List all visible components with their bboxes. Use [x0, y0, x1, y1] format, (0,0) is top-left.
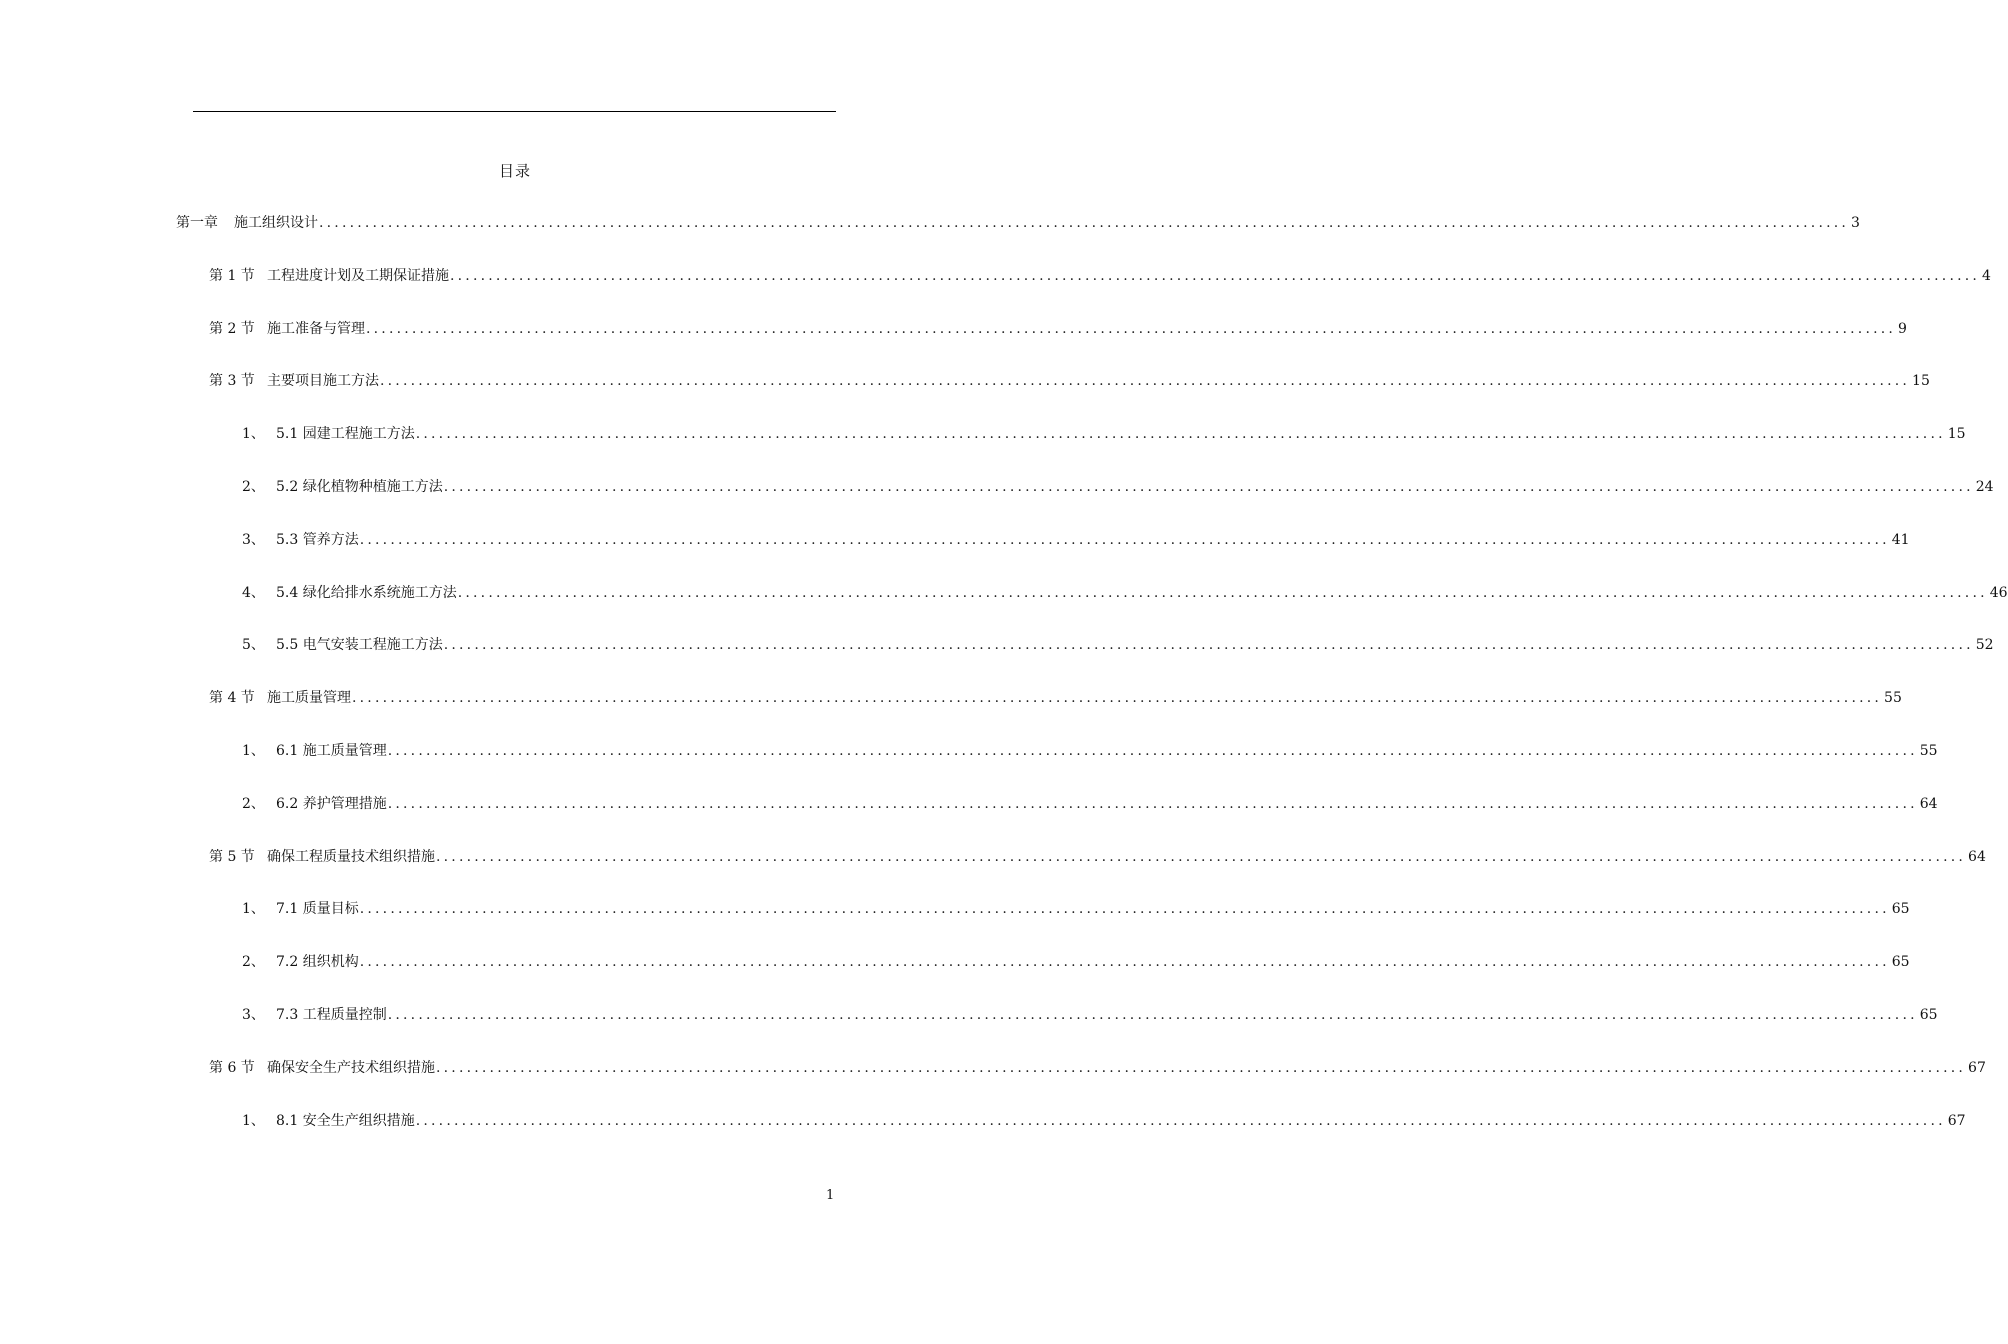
- toc-entry-number: 3、: [242, 1007, 265, 1023]
- toc-entry[interactable]: [242, 476, 1994, 500]
- toc-entry-label: [242, 423, 415, 443]
- toc-entry-number: 2、: [242, 954, 265, 971]
- toc-leader-dots: ........................................................................................................................................................................................................: [387, 795, 1918, 812]
- toc-entry-title: 施工组织设计: [234, 215, 318, 231]
- toc-entry-page: 55: [1919, 743, 1938, 759]
- toc-entry-page: 15: [1912, 373, 1930, 390]
- toc-leader-dots: ........................................................................................................................................................................................................: [319, 215, 1850, 231]
- toc-entry-number: 第 2 节: [209, 320, 255, 337]
- toc-entry-label: [242, 634, 443, 654]
- toc-leader-dots: ........................................................................................................................................................................................................: [457, 584, 1988, 601]
- toc-entry-page: 15: [1947, 426, 1966, 443]
- toc-leader-dots: ........................................................................................................................................................................................................: [359, 954, 1890, 971]
- toc-entry[interactable]: [209, 318, 1907, 342]
- toc-entry-title: 确保工程质量技术组织措施: [267, 848, 435, 865]
- toc-entry-label: [242, 898, 359, 918]
- toc-entry[interactable]: [209, 370, 1930, 394]
- toc-entry-label: [242, 740, 387, 760]
- toc-entry-page: 55: [1884, 690, 1902, 707]
- toc-leader-dots: ........................................................................................................................................................................................................: [366, 320, 1897, 337]
- toc-entry-label: [242, 1110, 415, 1130]
- toc-entry-page: 41: [1891, 531, 1910, 548]
- toc-entry-label: [209, 1057, 435, 1077]
- toc-entry-label: [209, 370, 379, 390]
- toc-entry[interactable]: [242, 793, 1938, 817]
- toc-entry-label: [176, 212, 318, 232]
- toc-entry-title: 5.5 电气安装工程施工方法: [276, 637, 443, 654]
- toc-entry-title: 工程进度计划及工期保证措施: [267, 267, 449, 284]
- toc-entry-title: 5.4 绿化给排水系统施工方法: [276, 584, 457, 601]
- toc-entry-label: [242, 1004, 387, 1024]
- toc-entry[interactable]: [242, 1110, 1966, 1134]
- toc-entry-number: 第一章: [176, 215, 218, 231]
- toc-entry[interactable]: [242, 898, 1910, 922]
- toc-entry-page: 64: [1919, 795, 1938, 812]
- toc-entry-number: 5、: [242, 637, 265, 654]
- toc-entry-page: 67: [1968, 1059, 1986, 1076]
- toc-entry-title: 确保安全生产技术组织措施: [267, 1059, 435, 1076]
- toc-leader-dots: ........................................................................................................................................................................................................: [436, 848, 1967, 865]
- toc-entry-title: 施工准备与管理: [267, 320, 365, 337]
- toc-entry-page: 64: [1968, 848, 1986, 865]
- toc-entry-number: 1、: [242, 426, 265, 443]
- toc-entry[interactable]: [209, 265, 1991, 289]
- toc-entry-number: 第 5 节: [209, 848, 255, 865]
- toc-entry-title: 7.2 组织机构: [276, 954, 359, 971]
- toc-entry-label: [209, 846, 435, 866]
- toc-entry-label: [209, 265, 449, 285]
- toc-entry-page: 46: [1989, 584, 2008, 601]
- toc-leader-dots: ........................................................................................................................................................................................................: [450, 267, 1981, 284]
- toc-entry-title: 7.3 工程质量控制: [276, 1007, 387, 1023]
- toc-entry-title: 6.1 施工质量管理: [276, 743, 387, 759]
- toc-entry-title: 5.2 绿化植物种植施工方法: [276, 479, 443, 495]
- toc-entry-page: 65: [1891, 954, 1910, 971]
- toc-entry-title: 施工质量管理: [267, 690, 351, 707]
- toc-entry-number: 第 1 节: [209, 267, 255, 284]
- toc-entry-title: 主要项目施工方法: [267, 373, 379, 390]
- toc-entry-number: 第 3 节: [209, 373, 255, 390]
- toc-entry[interactable]: [242, 1004, 1938, 1028]
- toc-leader-dots: ........................................................................................................................................................................................................: [443, 479, 1974, 495]
- toc-entry[interactable]: [209, 687, 1902, 711]
- toc-leader-dots: ........................................................................................................................................................................................................: [415, 426, 1946, 443]
- toc-entry-page: 67: [1947, 1112, 1966, 1129]
- toc-entry[interactable]: [242, 529, 1910, 553]
- toc-leader-dots: ........................................................................................................................................................................................................: [359, 531, 1890, 548]
- toc-entry[interactable]: [242, 423, 1966, 447]
- toc-entry[interactable]: [209, 1057, 1986, 1081]
- toc-entry-label: [242, 793, 387, 813]
- toc-entry-number: 第 6 节: [209, 1059, 255, 1076]
- toc-entry[interactable]: [176, 212, 1860, 236]
- toc-entry-page: 4: [1982, 267, 1991, 284]
- toc-entry-title: 5.3 管养方法: [276, 531, 359, 548]
- toc-entry-label: [242, 582, 457, 602]
- toc-leader-dots: ........................................................................................................................................................................................................: [352, 690, 1883, 707]
- toc-entry[interactable]: [242, 582, 2008, 606]
- toc-leader-dots: ........................................................................................................................................................................................................: [415, 1112, 1946, 1129]
- toc-entry-number: 2、: [242, 479, 265, 495]
- toc-entry-title: 8.1 安全生产组织措施: [276, 1112, 415, 1129]
- toc-entry-label: [209, 318, 365, 338]
- toc-leader-dots: ........................................................................................................................................................................................................: [387, 743, 1918, 759]
- toc-leader-dots: ........................................................................................................................................................................................................: [359, 901, 1890, 918]
- toc-leader-dots: ........................................................................................................................................................................................................: [387, 1007, 1918, 1023]
- toc-entry-label: [242, 529, 359, 549]
- toc-entry[interactable]: [242, 634, 1994, 658]
- toc-entry-page: 65: [1919, 1007, 1938, 1023]
- toc-entry[interactable]: [242, 740, 1938, 764]
- toc-entry-title: 6.2 养护管理措施: [276, 795, 387, 812]
- header-rule: [193, 111, 836, 112]
- toc-title: 目录: [498, 162, 531, 180]
- toc-entry-number: 4、: [242, 584, 265, 601]
- toc-entry-page: 52: [1975, 637, 1994, 654]
- toc-entry-number: 2、: [242, 795, 265, 812]
- toc-entry-number: 1、: [242, 1112, 265, 1129]
- toc-entry-number: 1、: [242, 901, 265, 918]
- toc-entry-page: 24: [1975, 479, 1994, 495]
- toc-entry[interactable]: [209, 846, 1986, 870]
- toc-leader-dots: ........................................................................................................................................................................................................: [436, 1059, 1967, 1076]
- toc-entry-label: [242, 476, 443, 496]
- toc-entry-number: 1、: [242, 743, 265, 759]
- toc-entry-title: 7.1 质量目标: [276, 901, 359, 918]
- toc-leader-dots: ........................................................................................................................................................................................................: [443, 637, 1974, 654]
- toc-entry-page: 3: [1851, 215, 1860, 231]
- toc-entry-number: 第 4 节: [209, 690, 255, 707]
- toc-leader-dots: ........................................................................................................................................................................................................: [380, 373, 1911, 390]
- toc-entry-title: 5.1 园建工程施工方法: [276, 426, 415, 443]
- toc-entry-page: 9: [1898, 320, 1907, 337]
- toc-entry-number: 3、: [242, 531, 265, 548]
- toc-entry-page: 65: [1891, 901, 1910, 918]
- toc-entry-label: [242, 951, 359, 971]
- page-number: 1: [826, 1188, 835, 1203]
- toc-entry-label: [209, 687, 351, 707]
- toc-entry[interactable]: [242, 951, 1910, 975]
